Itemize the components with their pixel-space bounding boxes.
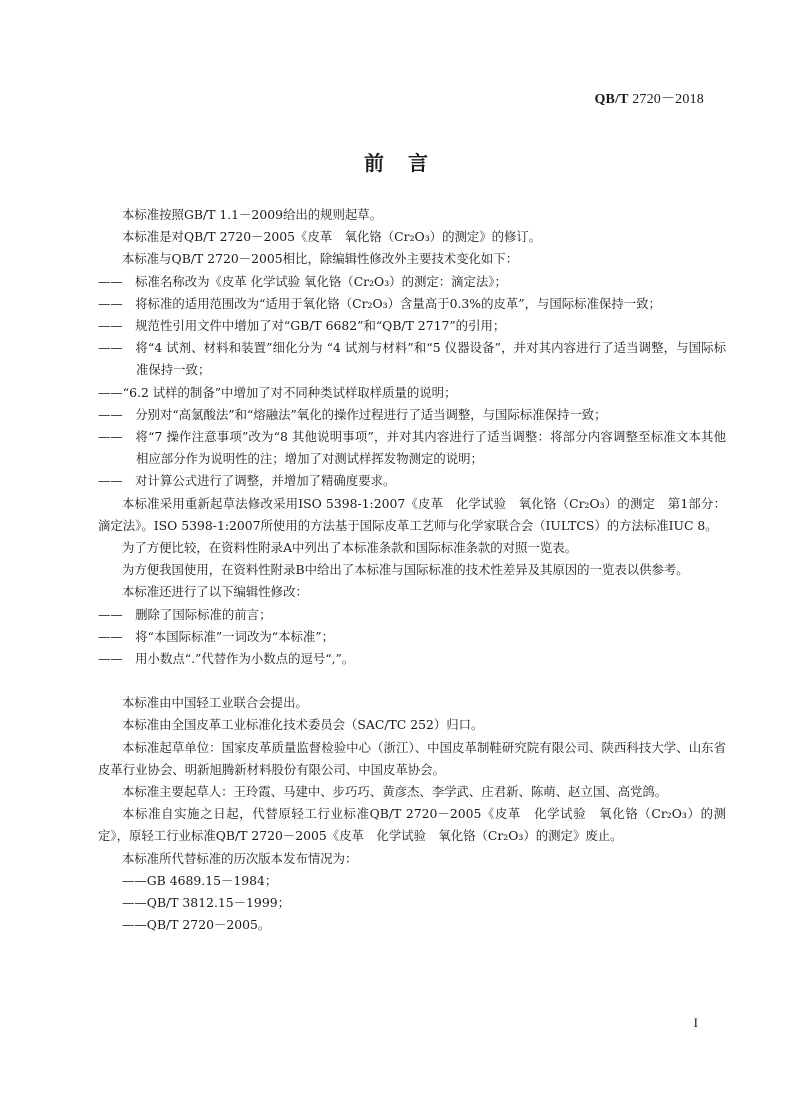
paragraph: 本标准起草单位：国家皮革质量监督检验中心（浙江）、中国皮革制鞋研究院有限公司、陕西科技大学、山东省皮革行业协会、明新旭腾新材料股份有限公司、中国皮革协会。 [98,739,726,777]
standard-code [594,88,704,108]
paragraph: 本标准与QB/T 2720－2005相比，除编辑性修改外主要技术变化如下： [122,251,519,267]
section-gap [98,670,726,692]
bullet-item: —— 将“7 操作注意事项”改为“8 其他说明事项”，并对其内容进行了适当调整：将部分内容调整至标准文本其他相应部分作为说明性的注；增加了对测试样挥发物测定的说明； [98,429,726,467]
bullet-item: —— 删除了国际标准的前言； [98,606,272,622]
paragraph: 为方便我国使用，在资料性附录B中给出了本标准与国际标准的技术性差异及其原因的一览表以供参考。 [122,562,689,578]
paragraph: 本标准由中国轻工业联合会提出。 [122,695,308,711]
paragraph: 本标准所代替标准的历次版本发布情况为： [122,850,358,866]
paragraph: ——QB/T 3812.15－1999； [122,895,290,911]
bullet-item: —— 标准名称改为《皮革 化学试验 氧化铬（Cr₂O₃）的测定：滴定法》； [98,273,507,289]
bullet-item: —— 将“本国际标准”一词改为“本标准”； [98,628,334,644]
bullet-item: —— 分别对“高氯酸法”和“熔融法”氧化的操作过程进行了适当调整，与国际标准保持一致； [98,406,607,422]
bullet-item: —— 用小数点“.”代替作为小数点的逗号“,”。 [98,651,355,667]
foreword-technical-changes [98,204,726,670]
paragraph: 本标准还进行了以下编辑性修改： [122,584,308,600]
paragraph: 本标准由全国皮革工业标准化技术委员会（SAC/TC 252）归口。 [122,717,484,733]
bullet-item: —— 将标准的适用范围改为“适用于氧化铬（Cr₂O₃）含量高于0.3%的皮革”，与国际标准保持一致； [98,295,661,311]
standard-code-number: 2720－2018 [632,92,704,107]
standard-code-prefix: QB/T [594,92,629,107]
paragraph: ——QB/T 2720－2005。 [122,917,271,933]
paragraph: 本标准主要起草人：王玲霞、马建中、步巧巧、黄彦杰、李学武、庄君新、陈萌、赵立国、高党鸽。 [122,784,668,800]
bullet-item: —— 对计算公式进行了调整，并增加了精确度要求。 [98,473,396,489]
bullet-item: ——“6.2 试样的制备”中增加了对不同种类试样取样质量的说明； [98,384,457,400]
foreword-drafting-info [98,692,726,936]
bullet-item: —— 规范性引用文件中增加了对“GB/T 6682”和“QB/T 2717”的引用； [98,318,506,334]
bullet-item: —— 将“4 试剂、材料和装置”细化分为 “4 试剂与材料”和“5 仪器设备”，并对其内容进行了适当调整，与国际标准保持一致； [98,340,726,378]
paragraph: 本标准自实施之日起，代替原轻工行业标准QB/T 2720－2005《皮革 化学试验 氧化铬（Cr₂O₃）的测定》，原轻工行业标准QB/T 2720－2005《皮革 化学试验 氧化铬（Cr₂O₃）的测定》废止。 [98,806,726,844]
paragraph: ——GB 4689.15－1984； [122,872,278,888]
paragraph: 为了方便比较，在资料性附录A中列出了本标准条款和国际标准条款的对照一览表。 [122,540,578,556]
foreword-body [98,204,726,937]
page-number: I [693,1015,698,1030]
paragraph: 本标准是对QB/T 2720－2005《皮革 氧化铬（Cr₂O₃）的测定》的修订。 [122,229,542,245]
page-title: 前言 [364,151,452,175]
paragraph: 本标准按照GB/T 1.1－2009给出的规则起草。 [122,207,383,222]
paragraph: 本标准采用重新起草法修改采用ISO 5398-1:2007《皮革 化学试验 氧化铬（Cr₂O₃）的测定 第1部分：滴定法》。ISO 5398-1:2007所使用的方法基于国际皮革工艺师与化学家联合会（IULTCS）的方法标准IUC 8。 [98,495,726,533]
